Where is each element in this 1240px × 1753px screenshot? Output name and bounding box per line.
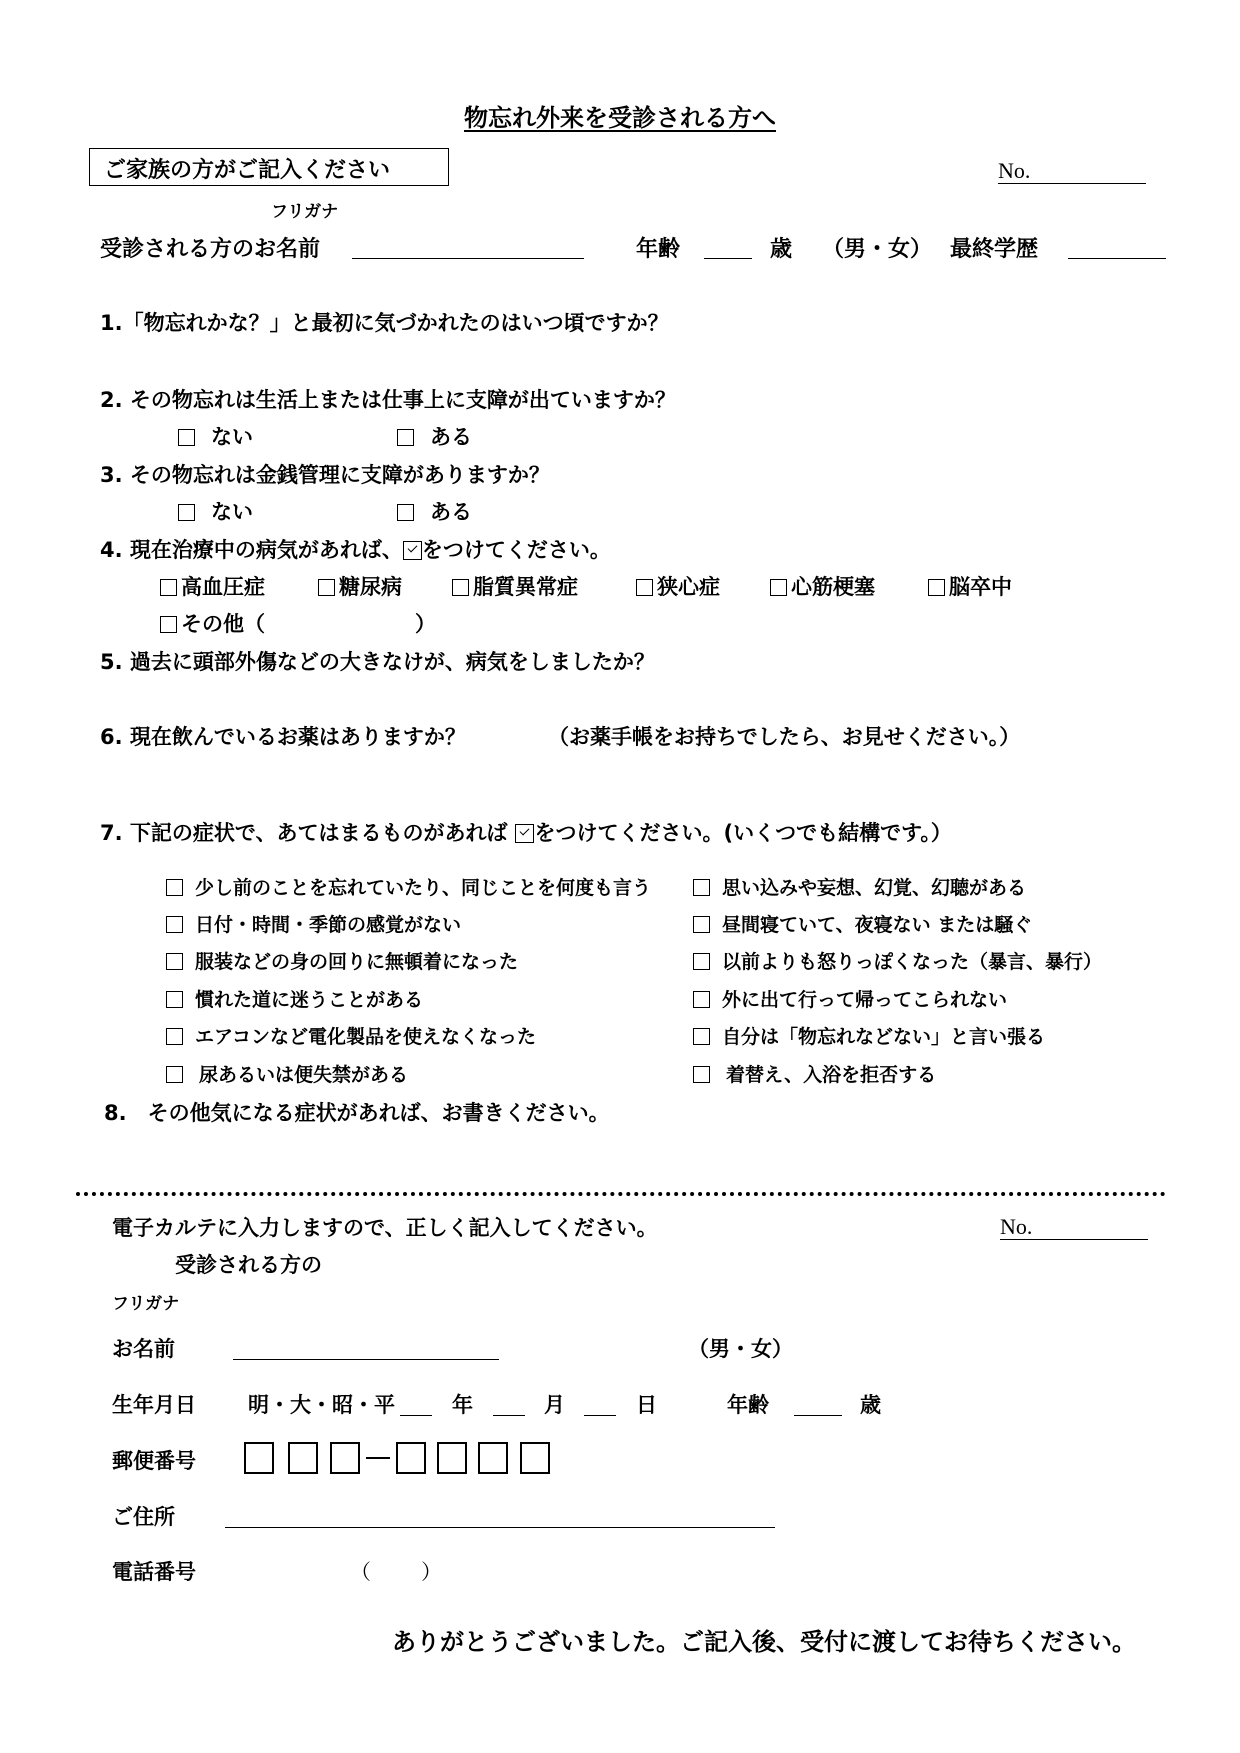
- emr-instruction: 電子カルテに入力しますので、正しく記入してください。: [112, 1216, 658, 1240]
- phone-label: 電話番号: [112, 1560, 196, 1584]
- question-6: 6. 現在飲んでいるお薬はありますか？: [100, 725, 466, 749]
- checkbox-icon[interactable]: [318, 579, 335, 596]
- symptom-option[interactable]: 以前よりも怒りっぽくなった（暴言、暴行）: [693, 947, 1102, 974]
- q3-option-yes[interactable]: ある: [397, 496, 472, 526]
- symptom-option[interactable]: 尿あるいは便失禁がある: [166, 1060, 408, 1087]
- checkbox-icon[interactable]: [178, 504, 195, 521]
- q3-option-no[interactable]: ない: [178, 496, 253, 526]
- age-field[interactable]: [704, 258, 752, 259]
- checkbox-icon[interactable]: [160, 616, 177, 633]
- day-label: 日: [636, 1393, 657, 1417]
- dob-month-field[interactable]: [493, 1415, 525, 1416]
- question-3: 3. その物忘れは金銭管理に支障がありますか？: [100, 463, 550, 487]
- address-field[interactable]: [225, 1527, 775, 1528]
- q2-option-yes[interactable]: ある: [397, 421, 472, 451]
- checkbox-icon[interactable]: [166, 1066, 183, 1083]
- furigana-label: フリガナ: [271, 202, 339, 222]
- checkbox-icon[interactable]: [770, 579, 787, 596]
- symptom-option[interactable]: 慣れた道に迷うことがある: [166, 985, 423, 1012]
- disease-option[interactable]: 高血圧症: [160, 575, 265, 599]
- symptom-option[interactable]: エアコンなど電化製品を使えなくなった: [166, 1022, 536, 1049]
- month-label: 月: [544, 1393, 565, 1417]
- checkmark-box-icon: [403, 541, 422, 560]
- patient-name-label: 受診される方のお名前: [100, 237, 321, 262]
- dob-day-field[interactable]: [584, 1415, 616, 1416]
- question-8: 8. その他気になる症状があれば、お書きください。: [104, 1101, 610, 1125]
- phone-area-code-field[interactable]: （ ）: [350, 1560, 442, 1584]
- name-field[interactable]: [233, 1359, 499, 1360]
- checkbox-icon[interactable]: [693, 1028, 710, 1045]
- symptom-option[interactable]: 日付・時間・季節の感覚がない: [166, 910, 461, 937]
- checkbox-icon[interactable]: [397, 504, 414, 521]
- checkbox-icon[interactable]: [693, 991, 710, 1008]
- age-label-lower: 年齢: [727, 1393, 769, 1417]
- education-label: 最終学歴: [950, 237, 1039, 262]
- form-number-field[interactable]: [998, 183, 1146, 184]
- checkbox-icon[interactable]: [452, 579, 469, 596]
- form-number-field-lower[interactable]: [1000, 1239, 1148, 1240]
- disease-option[interactable]: 糖尿病: [318, 571, 402, 601]
- sex-options[interactable]: （男・女）: [822, 237, 933, 262]
- age-field-lower[interactable]: [794, 1415, 842, 1416]
- checkbox-icon[interactable]: [693, 916, 710, 933]
- symptom-option[interactable]: 自分は「物忘れなどない」と言い張る: [693, 1022, 1045, 1049]
- symptom-option[interactable]: 昼間寝ていて、夜寝ない または騒ぐ: [693, 910, 1032, 937]
- q2-option-no[interactable]: ない: [178, 421, 253, 451]
- checkmark-box-icon: [515, 824, 534, 843]
- checkbox-icon[interactable]: [636, 579, 653, 596]
- year-label: 年: [452, 1393, 473, 1417]
- cut-line-separator: [76, 1192, 1166, 1196]
- checkbox-icon[interactable]: [166, 916, 183, 933]
- era-options[interactable]: 明・大・昭・平: [248, 1393, 395, 1417]
- postal-digit-box[interactable]: [330, 1442, 360, 1474]
- disease-option[interactable]: 狭心症: [636, 571, 720, 601]
- disease-option[interactable]: 脳卒中: [928, 571, 1012, 601]
- checkbox-icon[interactable]: [166, 953, 183, 970]
- checkbox-icon[interactable]: [160, 579, 177, 596]
- question-4: 4. 現在治療中の病気があれば、 をつけてください。: [100, 538, 611, 562]
- sex-options-lower[interactable]: （男・女）: [688, 1337, 793, 1361]
- symptom-option[interactable]: 服装などの身の回りに無頓着になった: [166, 947, 518, 974]
- checkbox-icon[interactable]: [166, 991, 183, 1008]
- family-instruction-box: [89, 148, 449, 186]
- disease-option[interactable]: 心筋梗塞: [770, 571, 875, 601]
- question-5: 5. 過去に頭部外傷などの大きなけが、病気をしましたか？: [100, 650, 655, 674]
- checkbox-icon[interactable]: [166, 1028, 183, 1045]
- page-title: 物忘れ外来を受診される方へ: [464, 104, 776, 132]
- symptom-option[interactable]: 外に出て行って帰ってこられない: [693, 985, 1007, 1012]
- question-2: 2. その物忘れは生活上または仕事上に支障が出ていますか？: [100, 388, 676, 412]
- disease-option[interactable]: 脂質異常症: [452, 571, 578, 601]
- checkbox-icon[interactable]: [166, 879, 183, 896]
- postal-label: 郵便番号: [112, 1449, 196, 1473]
- postal-digit-box[interactable]: [396, 1442, 426, 1474]
- postal-dash: [366, 1457, 390, 1459]
- postal-digit-box[interactable]: [478, 1442, 508, 1474]
- symptom-option[interactable]: 着替え、入浴を拒否する: [693, 1060, 936, 1087]
- symptom-option[interactable]: 少し前のことを忘れていたり、同じことを何度も言う: [166, 873, 651, 900]
- address-label: ご住所: [112, 1505, 175, 1529]
- checkbox-icon[interactable]: [178, 429, 195, 446]
- form-number-label: No.: [998, 158, 1031, 183]
- postal-digit-box[interactable]: [244, 1442, 274, 1474]
- footer-thanks: ありがとうございました。ご記入後、受付に渡してお待ちください。: [392, 1628, 1136, 1656]
- patient-name-field[interactable]: [352, 258, 584, 259]
- checkbox-icon[interactable]: [693, 1066, 710, 1083]
- question-7: 7. 下記の症状で、あてはまるものがあれば をつけてください。(いくつでも結構です。）: [100, 821, 952, 845]
- patient-label: 受診される方の: [175, 1253, 322, 1277]
- age-label: 年齢: [636, 237, 681, 262]
- symptom-option[interactable]: 思い込みや妄想、幻覚、幻聴がある: [693, 873, 1026, 900]
- dob-label: 生年月日: [112, 1393, 196, 1417]
- checkbox-icon[interactable]: [693, 953, 710, 970]
- checkbox-icon[interactable]: [693, 879, 710, 896]
- postal-digit-box[interactable]: [288, 1442, 318, 1474]
- postal-digit-box[interactable]: [520, 1442, 550, 1474]
- postal-digit-box[interactable]: [437, 1442, 467, 1474]
- disease-other-option[interactable]: その他（ ）: [160, 608, 436, 638]
- family-instruction-text: ご家族の方がご記入ください: [104, 158, 391, 183]
- dob-year-field[interactable]: [400, 1415, 432, 1416]
- furigana-label-lower: フリガナ: [112, 1294, 180, 1314]
- question-1: 1.「物忘れかな？」と最初に気づかれたのはいつ頃ですか？: [100, 311, 669, 335]
- checkbox-icon[interactable]: [397, 429, 414, 446]
- age-unit-lower: 歳: [860, 1393, 881, 1417]
- education-field[interactable]: [1068, 258, 1166, 259]
- disease-list: [160, 571, 265, 601]
- name-label: お名前: [112, 1337, 175, 1361]
- age-unit: 歳: [770, 237, 793, 262]
- form-number-label-lower: No.: [1000, 1214, 1033, 1239]
- question-6-note: （お薬手帳をお持ちでしたら、お見せください。）: [548, 725, 1021, 749]
- checkbox-icon[interactable]: [928, 579, 945, 596]
